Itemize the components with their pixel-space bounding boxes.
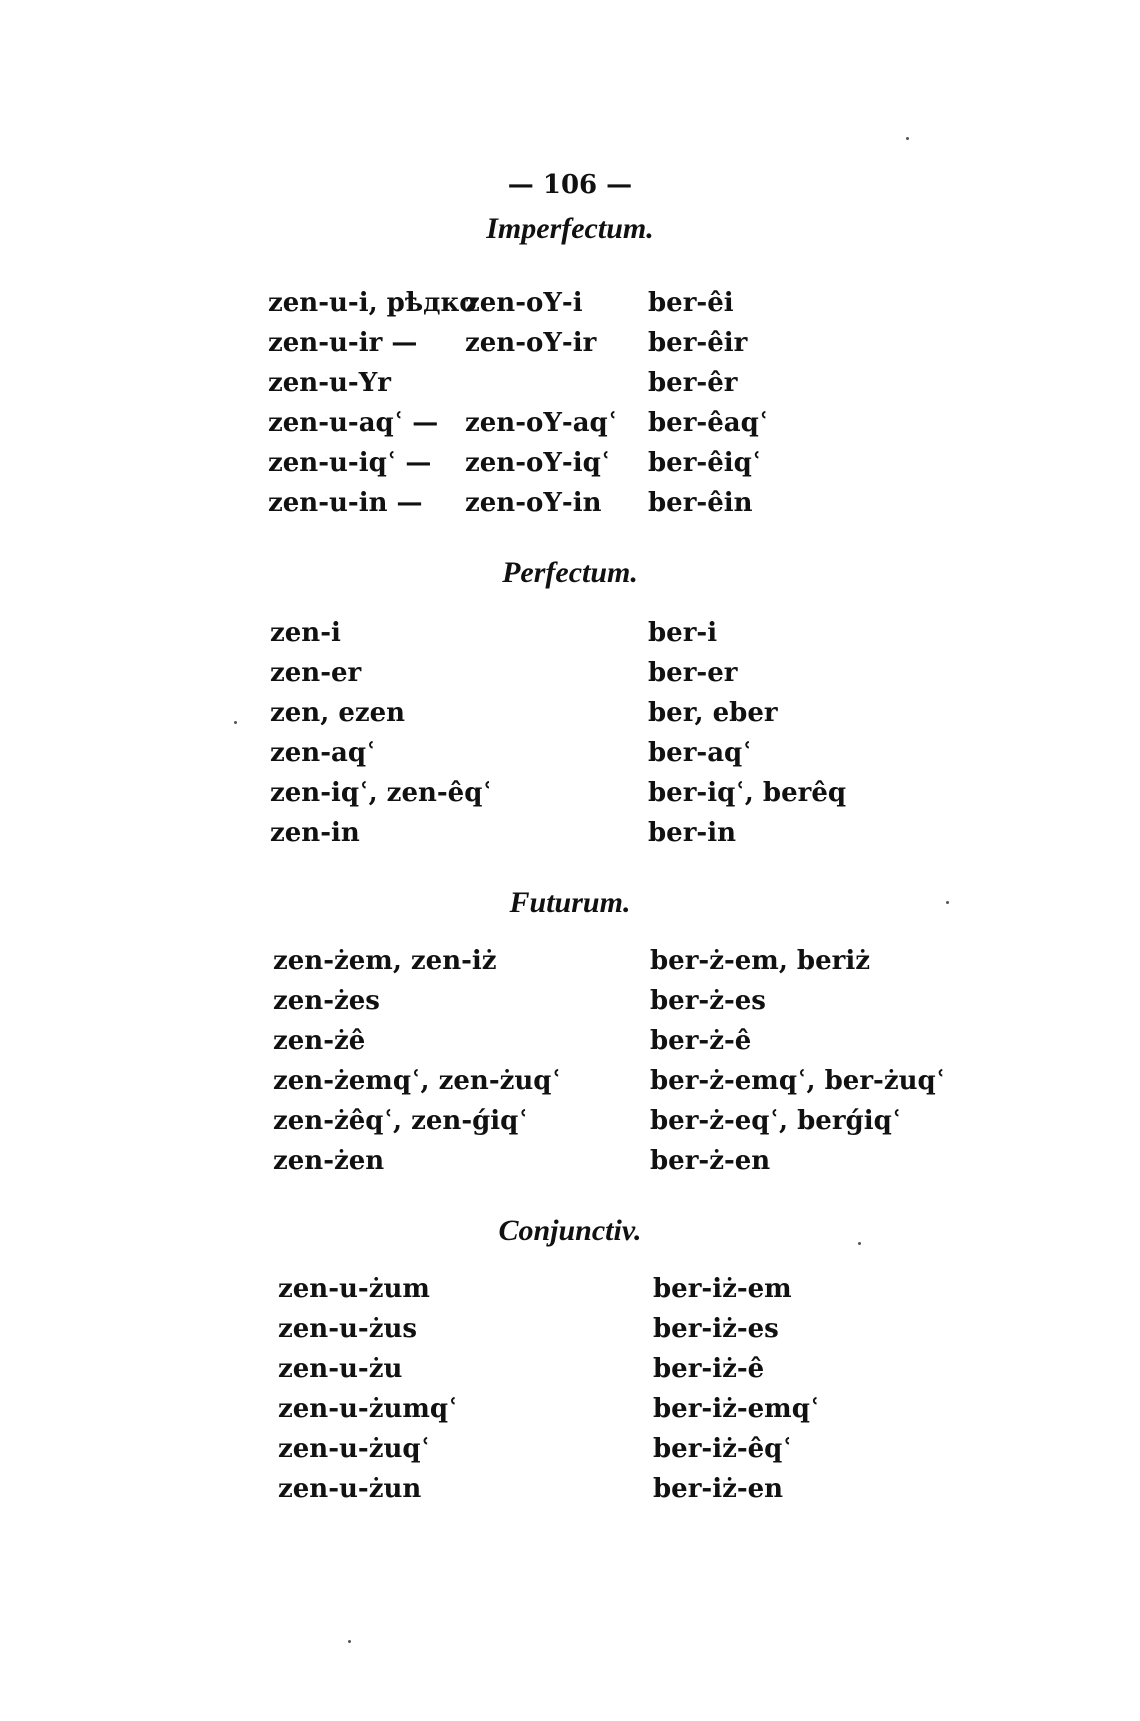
section-title-imperfectum: Imperfectum. [486,212,654,245]
row-col-a: zen-u-żun [278,1474,422,1504]
row-col-a: zen-żen [273,1146,385,1176]
row-col-c: ber-iż-em [653,1274,792,1304]
row-col-c: ber-aqʿ [648,738,752,768]
row-col-a: zen-u-żu [278,1354,403,1384]
row-col-c: ber-iqʿ, berêq [648,778,847,808]
row-col-a: zen-u-żuqʿ [278,1434,431,1464]
print-speck [906,137,909,140]
row-col-c: ber-er [648,658,738,688]
row-col-c: ber-êir [648,328,748,358]
row-col-a: zen-i [270,618,341,648]
row-col-c: ber-iż-êqʿ [653,1434,792,1464]
row-col-b: zen-oΥ-aqʿ [465,408,618,438]
row-col-c: ber-êin [648,488,753,518]
row-col-b: zen-oΥ-i [465,288,583,318]
row-col-a: zen-u-i, рѣдко [268,288,477,318]
section-title-futurum: Futurum. [509,886,631,919]
row-col-a: zen-aqʿ [270,738,376,768]
row-col-c: ber-iż-emqʿ [653,1394,820,1424]
row-col-c: ber-ż-em, beriż [650,946,870,976]
row-col-a: zen-u-żus [278,1314,418,1344]
row-col-c: ber-iż-es [653,1314,779,1344]
row-col-a: zen, ezen [270,698,406,728]
row-col-b: zen-oΥ-in [465,488,602,518]
row-col-a: zen-u-aqʿ — [268,408,439,438]
row-col-c: ber-ż-es [650,986,766,1016]
row-col-c: ber-ż-eqʿ, berǵiqʿ [650,1106,902,1136]
page-number: — 106 — [507,170,633,200]
row-col-a: zen-żê [273,1026,366,1056]
row-col-a: zen-er [270,658,362,688]
row-col-c: ber-ż-en [650,1146,771,1176]
section-title-conjunctiv: Conjunctiv. [498,1214,642,1247]
print-speck [234,721,237,724]
print-speck [858,1242,861,1245]
row-col-a: zen-u-ir — [268,328,418,358]
row-col-a: zen-in [270,818,360,848]
row-col-c: ber-êiqʿ [648,448,762,478]
row-col-a: zen-iqʿ, zen-êqʿ [270,778,492,808]
row-col-a: zen-żes [273,986,380,1016]
row-col-a: zen-u-żumqʿ [278,1394,458,1424]
section-title-perfectum: Perfectum. [502,556,638,589]
row-col-a: zen-żemqʿ, zen-żuqʿ [273,1066,561,1096]
row-col-c: ber-êaqʿ [648,408,769,438]
row-col-c: ber-ż-ê [650,1026,752,1056]
row-col-c: ber-in [648,818,736,848]
row-col-c: ber-iż-en [653,1474,784,1504]
row-col-c: ber, eber [648,698,778,728]
row-col-b: zen-oΥ-iqʿ [465,448,611,478]
print-speck [348,1640,351,1643]
row-col-a: zen-u-żum [278,1274,430,1304]
row-col-a: zen-u-in — [268,488,423,518]
row-col-c: ber-iż-ê [653,1354,765,1384]
row-col-c: ber-i [648,618,718,648]
row-col-c: ber-êr [648,368,738,398]
row-col-c: ber-ż-emqʿ, ber-żuqʿ [650,1066,946,1096]
row-col-c: ber-êi [648,288,734,318]
row-col-a: zen-żêqʿ, zen-ǵiqʿ [273,1106,528,1136]
row-col-b: zen-oΥ-ir [465,328,597,358]
row-col-a: zen-u-iqʿ — [268,448,432,478]
row-col-a: zen-u-Υr [268,368,391,398]
row-col-a: zen-żem, zen-iż [273,946,497,976]
print-speck [946,901,949,904]
